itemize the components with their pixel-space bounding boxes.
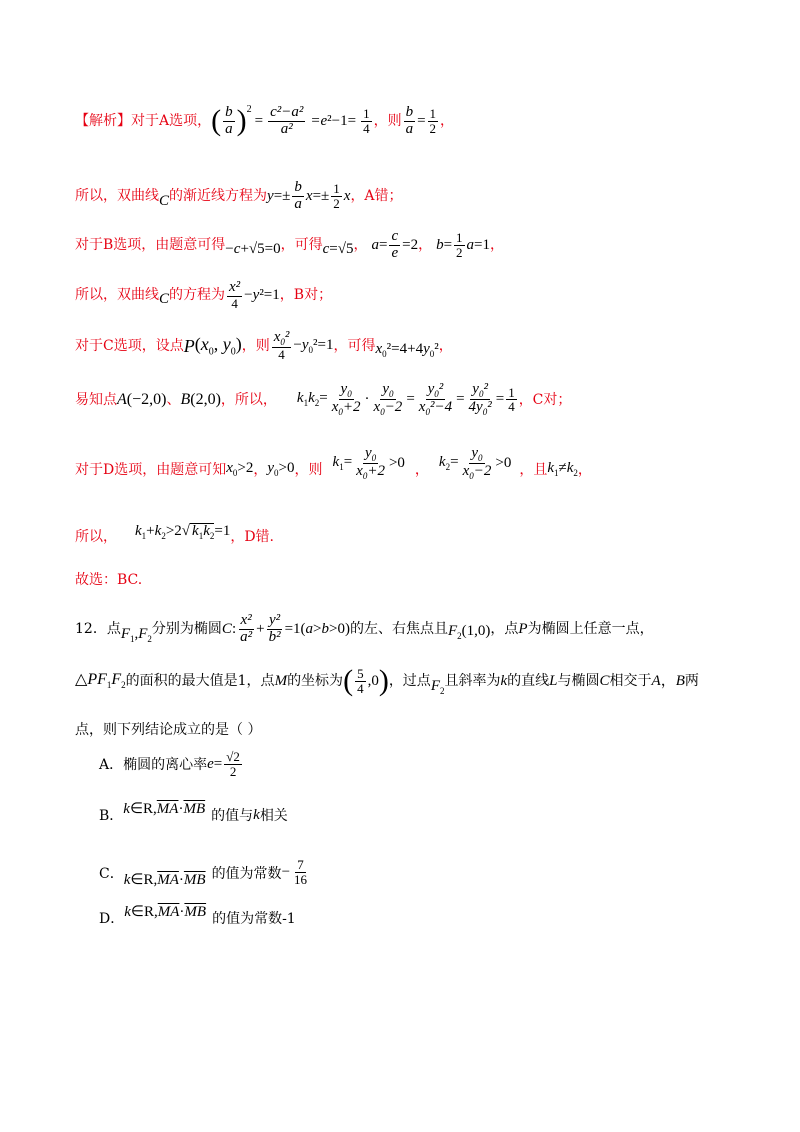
solution-line-b-conclusion: 所以，双曲线 C 的方程为 $\frac{\text{x²}}{4}$ −y²=1 ，B对； [75, 279, 333, 311]
option-a: A．椭圆的离心率 e = $\frac{√2}{2}$ [99, 749, 240, 779]
formula: $\frac{b}{a}$ [225, 104, 233, 137]
question-line-3: 点，则下列结论成立的是（ ） [75, 722, 262, 738]
solution-line-a: 【解析】 对于A选项， ( $\frac{b}{a}$ ) $^2$ = $\frac{\text{c²−a²}}{\text{a²}}$ =e²−1= $\frac{1}{4}$ ，则 $\frac{b}{a}$ = $\frac{1}{2}$ ， [75, 104, 455, 138]
question-line-2: $\triangle PF_1F_2$ 的面积的最大值是1，点 M 的坐标为 ( $\frac{5}{4}$ ,0 ) ，过点 $F_2$ 且斜率为 k 的直线 L 与椭圆 C 相交于 A ， B 两 [75, 664, 699, 697]
solution-line-b: 对于B选项，由题意可得 −c+√5=0 ，可得 c=√5 ， a = $\frac{c}{e}$ =2 ， b = $\frac{1}{2}$ a=1 ， [75, 228, 505, 261]
solution-tag: 【解析】 [75, 113, 131, 130]
solution-line-d: 对于D选项，由题意可知 $x_0>2$ ， $y_0>0$ ，则 $k_1=$ $\frac{y_0}{x_0+2}$ >0 ， $k_2=$ $\frac{y_0}{x_0-2}$ >0 ，且 $k_1\ne k_2$ ， [75, 445, 592, 482]
solution-line-c: 对于C选项，设点 P ($x_0$, $y_0$) ，则 $\frac{x_0^2}{4}$ $-y_0^2=1$ ，可得 $x_0^2=4+4y_0^2$ ， [75, 329, 453, 363]
question-line-1: 12．点 $F_1,F_2$ 分别为椭圆 C : $\frac{\text{x²}}{\text{a²}}$ + $\frac{\text{y²}}{\text{b²}}$ =1(a>b>0) 的左、右焦点且 $F_2(1,0)$ ，点 P 为椭圆上任意一点， [75, 612, 654, 645]
option-b: B． $k\in R,\overline{MA}\cdot\overline{MB}$ 的值与 k 相关 [99, 800, 288, 824]
solution-answer: 故选：BC. [75, 572, 143, 588]
solution-line-a-conclusion: 所以，双曲线 C 的渐近线方程为 y =± $\frac{b}{a}$ x =± $\frac{1}{2}$ x ，A错； [75, 179, 403, 212]
solution-line-c2: 易知点 A(−2,0) 、 B(2,0) ，所以， $k_1k_2=$ $\frac{y_0}{x_0+2}$ · $\frac{y_0}{x_0-2}$ = $\frac{y_0^2}{x_0^2-4}$ = $\frac{y_0^2}{4y_0^2}$ = $\frac{1}{4}$ ，C对； [75, 381, 572, 418]
option-c: C． $k\in R,\overline{MA}\cdot\overline{MB}$ 的值为常数 − $\frac{7}{16}$ [99, 857, 308, 888]
solution-line-d2: 所以， $k_1+k_2>2√$ $k_1k_2=1$ ，D错. [75, 523, 275, 545]
text: 对于A选项， [131, 113, 212, 130]
question-number: 12．点 [75, 621, 121, 638]
option-d: D． $k\in R,\overline{MA}\cdot\overline{MB}$ 的值为常数-1 [99, 903, 296, 927]
